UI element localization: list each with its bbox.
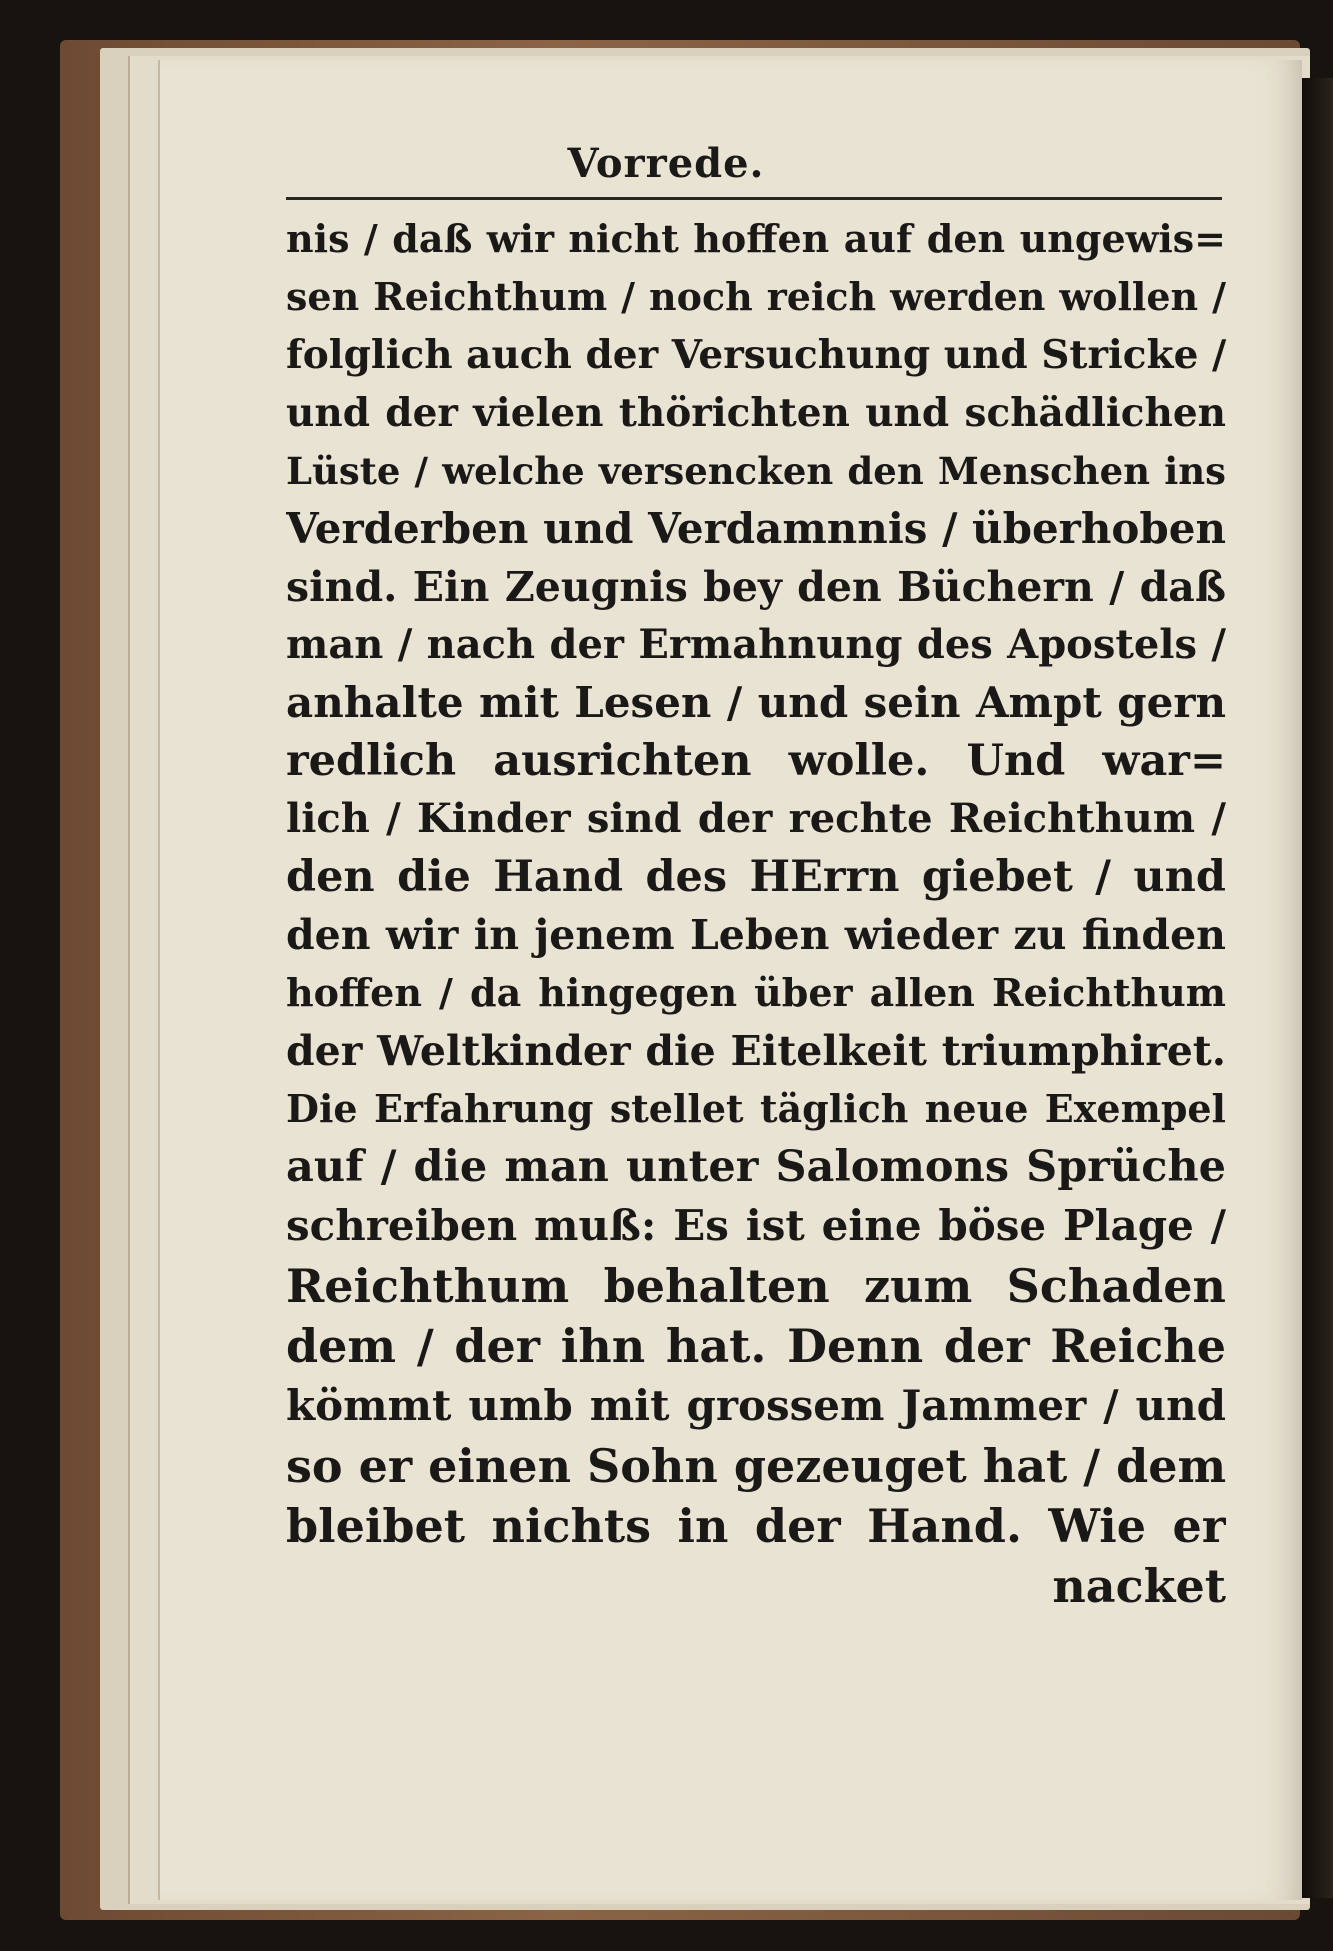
text-line: redlich ausrichten wolle. Und war=	[286, 736, 1226, 786]
text-line: schreiben muß: Es ist eine böse Plage /	[286, 1201, 1226, 1250]
body-text	[286, 210, 1226, 1616]
text-line: dem / der ihn hat. Denn der Reiche	[286, 1319, 1226, 1373]
text-line: kömmt umb mit grossem Jammer / und	[286, 1381, 1226, 1430]
header-rule	[286, 197, 1222, 200]
text-line: lich / Kinder sind der rechte Reichthum /	[286, 795, 1226, 842]
catchword: nacket	[1052, 1559, 1226, 1613]
text-line: so er einen Sohn gezeuget hat / dem	[286, 1439, 1226, 1493]
text-line: hoffen / da hingegen über allen Reichthum	[286, 970, 1226, 1015]
text-line: anhalte mit Lesen / und sein Ampt gern	[286, 678, 1226, 727]
text-line: Lüste / welche versencken den Menschen ins	[286, 449, 1226, 493]
text-line: auf / die man unter Salomons Sprüche	[286, 1142, 1226, 1192]
text-line: und der vielen thörichten und schädlichen	[286, 390, 1226, 436]
text-line: den die Hand des HErrn giebet / und	[286, 852, 1226, 902]
text-line: sind. Ein Zeugnis bey den Büchern / daß	[286, 563, 1226, 611]
text-line: nis / daß wir nicht hoffen auf den ungewis=	[286, 216, 1226, 261]
text-line: Die Erfahrung stellet täglich neue Exempel	[286, 1086, 1226, 1131]
text-line: den wir in jenem Leben wieder zu finden	[286, 911, 1226, 959]
book-page	[158, 60, 1302, 1900]
text-line: bleibet nichts in der Hand. Wie er	[286, 1499, 1226, 1553]
text-line: sen Reichthum / noch reich werden wollen /	[286, 274, 1226, 319]
text-line: Reichthum behalten zum Schaden	[286, 1259, 1226, 1313]
running-head: Vorrede.	[567, 140, 765, 187]
text-line: Verderben und Verdamnnis / überhoben	[286, 504, 1226, 553]
text-line: man / nach der Ermahnung des Apostels /	[286, 621, 1226, 668]
facing-page-edge	[1300, 78, 1333, 1898]
text-line: der Weltkinder die Eitelkeit triumphiret.	[286, 1027, 1226, 1075]
text-line: folglich auch der Versuchung und Stricke /	[286, 332, 1226, 378]
